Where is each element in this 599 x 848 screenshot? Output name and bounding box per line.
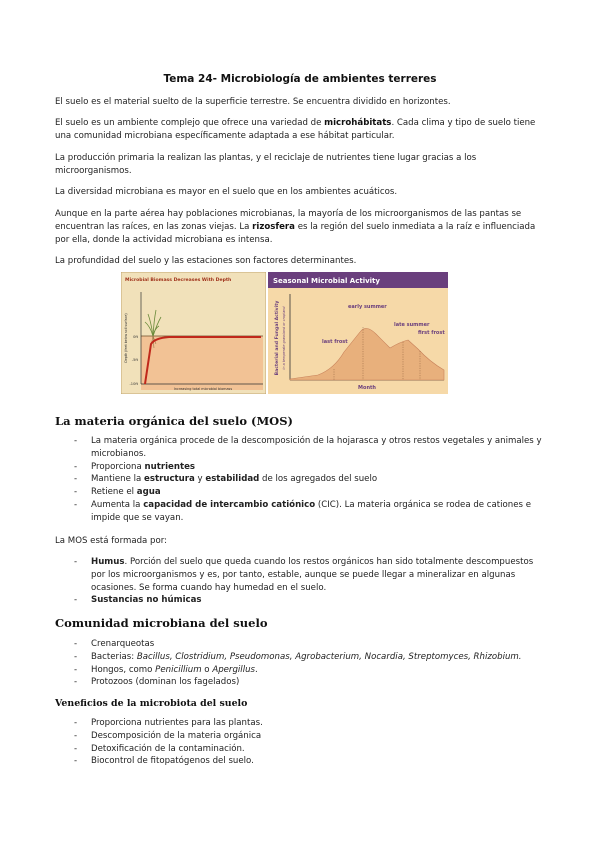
paragraph-text: La MOS está formada por: — [55, 536, 168, 546]
list-item — [55, 473, 545, 486]
italic-term: Apergillus — [212, 664, 256, 675]
list-item — [55, 651, 545, 664]
list-item-text: de los agregados del suelo — [259, 474, 378, 485]
list-item-text: Protozoos (dominan los fagelados) — [91, 677, 240, 688]
page-title: Tema 24- Microbiología de ambientes terreres — [163, 73, 437, 85]
paragraph-rhizosphere — [55, 208, 545, 247]
list-item-text: Retiene el — [91, 487, 137, 498]
list-item-text: Crenarqueotas — [91, 639, 155, 649]
list-item — [55, 556, 545, 594]
list-item-text: Proporciona nutrientes para las plantas. — [91, 718, 263, 728]
x-axis-label: Month — [358, 385, 376, 391]
section-heading-benefits: Veneficios de la microbiota del suelo — [55, 698, 248, 709]
paragraph-text: Aunque en la parte aérea hay poblaciones microbianas, la mayoría de los microorganismos de las pantas se encuentran las raíces, en las zonas viejas. La — [55, 209, 522, 232]
figure-seasonal-activity — [268, 272, 448, 394]
tick-label: 0ft — [133, 335, 138, 339]
list-item-text: o — [201, 664, 213, 675]
bold-term: rizosfera — [252, 222, 295, 232]
paragraph-text: . Cada clima y tipo de suelo tiene una comunidad microbiana específicamente adaptada a ese hábitat particular. — [55, 118, 536, 141]
mos-list — [55, 435, 545, 525]
x-axis-label: Increasing total microbial biomass — [173, 387, 233, 391]
italic-term: Bacillus, Clostridium, Pseudomonas, Agrobacterium, Nocardia, Streptomyces, Rhizobium. — [136, 651, 522, 662]
bold-term: capacidad de intercambio catiónico — [143, 499, 316, 510]
list-item-text: Proporciona — [91, 461, 145, 472]
paragraph-text: es la región del suelo inmediata a la raíz e influenciada por ella, donde la actividad microbiana es intensa. — [55, 222, 536, 245]
bold-term: Sustancias no húmicas — [91, 595, 202, 606]
annotation-label: first frost — [418, 330, 445, 336]
paragraph-primary-production — [55, 152, 545, 178]
list-item-text: y — [194, 474, 206, 485]
list-item-text: Hongos, como — [91, 664, 156, 675]
list-item — [55, 435, 545, 461]
paragraph-text: El suelo es el material suelto de la superficie terrestre. Se encuentra dividido en horizontes. — [55, 97, 451, 107]
mos-components-list — [55, 556, 545, 607]
list-item — [55, 755, 545, 768]
paragraph-soil-definition — [55, 96, 545, 109]
paragraph-text: La profundidad del suelo y las estaciones son factores determinantes. — [55, 256, 357, 266]
chart-title: Seasonal Microbial Activity — [273, 277, 380, 285]
list-item — [55, 676, 545, 689]
list-item — [55, 486, 545, 499]
benefits-list — [55, 717, 545, 768]
list-item-text: La materia orgánica procede de la descomposición de la hojarasca y otros restos vegetales y animales y microbianos. — [91, 436, 542, 459]
list-item — [55, 461, 545, 474]
chart-title: Microbial Biomass Decreases With Depth — [125, 278, 232, 283]
biomass-depth-chart — [121, 272, 266, 394]
paragraph-mos-formed-by — [55, 535, 545, 548]
list-item-text: Bacterias: — [91, 651, 137, 662]
list-item — [55, 664, 545, 677]
bold-term: nutrientes — [144, 461, 196, 472]
y-axis-label: Bacterial and Fungal Activity — [275, 300, 280, 376]
list-item — [55, 743, 545, 756]
soil-layer — [141, 336, 263, 390]
list-item-text: . — [255, 664, 258, 675]
paragraph-microhabitats — [55, 117, 545, 143]
paragraph-text: La diversidad microbiana es mayor en el suelo que en los ambientes acuáticos. — [55, 187, 398, 197]
bold-term: estabilidad — [205, 474, 260, 485]
list-item — [55, 499, 545, 525]
list-item-text: Aumenta la — [91, 499, 144, 510]
annotation-label: last frost — [322, 339, 348, 345]
paragraph-diversity — [55, 186, 545, 199]
section-heading-mos: La materia orgánica del suelo (MOS) — [55, 414, 293, 428]
figure-biomass-depth — [121, 272, 266, 394]
bold-term: microhábitats — [324, 118, 392, 128]
list-item-text: Detoxificación de la contaminación. — [91, 743, 245, 754]
list-item-text: Descomposición de la materia orgánica — [91, 730, 262, 741]
list-item-text: Mantiene la — [91, 474, 145, 485]
paragraph-text: La producción primaria la realizan las plantas, y el reciclaje de nutrientes tiene lugar gracias a los microorganismos. — [55, 153, 477, 176]
italic-term: Penicillium — [155, 664, 202, 675]
list-item — [55, 730, 545, 743]
annotation-label: late summer — [394, 322, 430, 328]
bold-term: Humus — [91, 557, 125, 567]
paragraph-depth-seasons — [55, 255, 545, 268]
tick-label: -10ft — [129, 382, 138, 386]
y-axis-sublabel: in a temperate grassland or cropland — [282, 306, 286, 370]
list-item — [55, 717, 545, 730]
paragraph-text: El suelo es un ambiente complejo que ofrece una variedad de — [55, 118, 325, 128]
bold-term: estructura — [144, 474, 195, 485]
community-list — [55, 638, 545, 689]
y-axis-label: Depth (feet below soil surface) — [124, 313, 128, 363]
list-item-text: (CIC). La materia orgánica se rodea de cationes e impide que se vayan. — [91, 499, 532, 523]
bold-term: agua — [136, 487, 161, 498]
tick-label: -5ft — [131, 358, 138, 362]
list-item — [55, 638, 545, 651]
seasonal-activity-chart — [268, 272, 448, 394]
list-item — [55, 594, 545, 607]
list-item-text: . Porción del suelo que queda cuando los restos orgánicos han sido totalmente descompuestos por los microorganismos y es, por tanto, estable, aunque se puede llegar a mineralizar en algunas ocasiones. Se forma cuando hay humedad en el suelo. — [91, 557, 534, 593]
section-heading-community: Comunidad microbiana del suelo — [55, 616, 268, 630]
list-item-text: Biocontrol de fitopatógenos del suelo. — [91, 756, 254, 767]
annotation-label: early summer — [348, 304, 387, 310]
